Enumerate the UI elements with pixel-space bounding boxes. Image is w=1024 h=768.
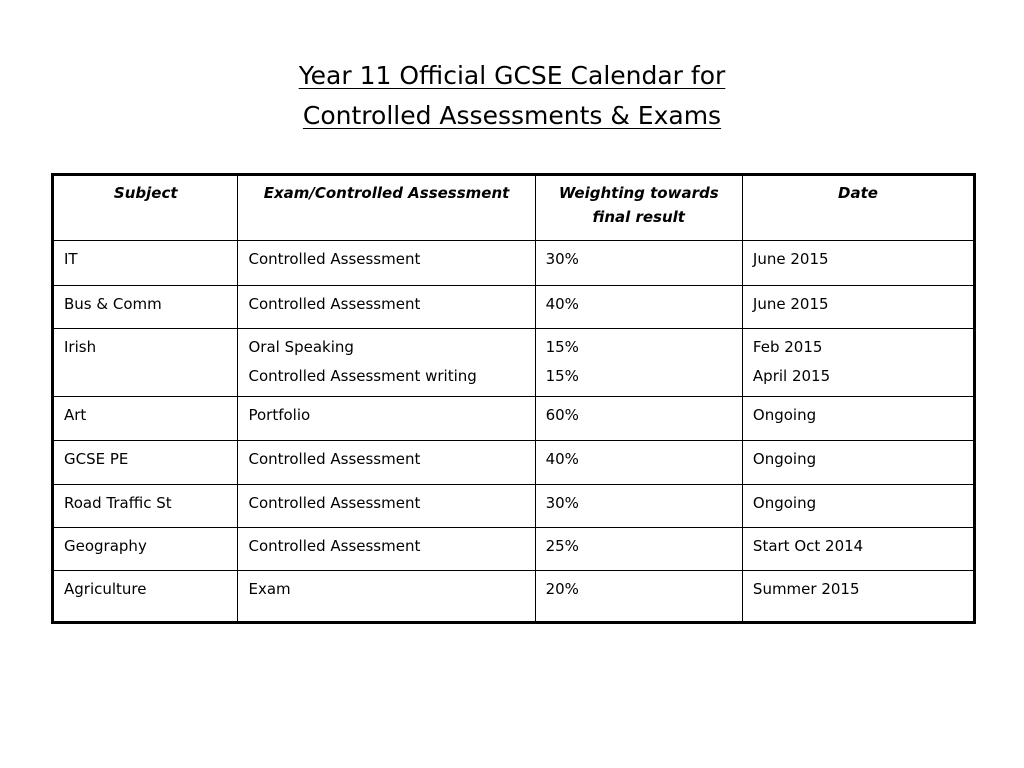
table-row (53, 286, 975, 329)
cell-subject: GCSE PE (53, 441, 238, 485)
cell-weighting (535, 329, 742, 397)
cell-date: June 2015 (742, 241, 974, 286)
header-exam: Exam/Controlled Assessment (238, 175, 535, 241)
cell-subject: IT (53, 241, 238, 286)
table-row (53, 485, 975, 528)
cell-subject: Art (53, 397, 238, 441)
table-row (53, 571, 975, 623)
table-row (53, 528, 975, 571)
cell-date-line-2: April 2015 (752, 367, 831, 385)
cell-exam: Controlled Assessment (238, 485, 535, 528)
title-line-2: Controlled Assessments & Exams (302, 101, 722, 130)
cell-weighting: 30% (535, 485, 742, 528)
cell-exam: Controlled Assessment (238, 286, 535, 329)
cell-date: June 2015 (742, 286, 974, 329)
cell-weighting-line-1: 15% (545, 338, 579, 356)
cell-subject: Agriculture (53, 571, 238, 623)
cell-weighting: 60% (535, 397, 742, 441)
header-weighting (535, 175, 742, 241)
cell-exam-line-2: Controlled Assessment writing (248, 367, 477, 385)
cell-exam: Exam (238, 571, 535, 623)
cell-exam: Controlled Assessment (238, 528, 535, 571)
cell-subject: Irish (53, 329, 238, 397)
cell-date: Start Oct 2014 (742, 528, 974, 571)
cell-subject: Road Traffic St (53, 485, 238, 528)
cell-weighting: 40% (535, 441, 742, 485)
cell-date-line-1: Feb 2015 (752, 338, 823, 356)
table-header-row (53, 175, 975, 241)
table-row (53, 329, 975, 397)
header-weighting-line-2: final result (592, 208, 685, 226)
cell-date: Summer 2015 (742, 571, 974, 623)
cell-exam: Portfolio (238, 397, 535, 441)
cell-weighting: 40% (535, 286, 742, 329)
cell-subject: Geography (53, 528, 238, 571)
cell-weighting-line-2: 15% (545, 367, 579, 385)
cell-weighting: 25% (535, 528, 742, 571)
header-subject: Subject (53, 175, 238, 241)
cell-exam (238, 329, 535, 397)
title-line-1: Year 11 Official GCSE Calendar for (298, 61, 726, 90)
cell-weighting: 30% (535, 241, 742, 286)
header-date: Date (742, 175, 974, 241)
cell-date (742, 329, 974, 397)
gcse-calendar-table (51, 173, 976, 624)
cell-exam-line-1: Oral Speaking (248, 338, 354, 356)
table-row (53, 397, 975, 441)
cell-exam: Controlled Assessment (238, 241, 535, 286)
cell-date: Ongoing (742, 441, 974, 485)
cell-date: Ongoing (742, 397, 974, 441)
cell-date: Ongoing (742, 485, 974, 528)
cell-subject: Bus & Comm (53, 286, 238, 329)
cell-weighting: 20% (535, 571, 742, 623)
page-title (0, 56, 1024, 136)
cell-exam: Controlled Assessment (238, 441, 535, 485)
table-row (53, 241, 975, 286)
table-row (53, 441, 975, 485)
header-weighting-line-1: Weighting towards (558, 184, 719, 202)
